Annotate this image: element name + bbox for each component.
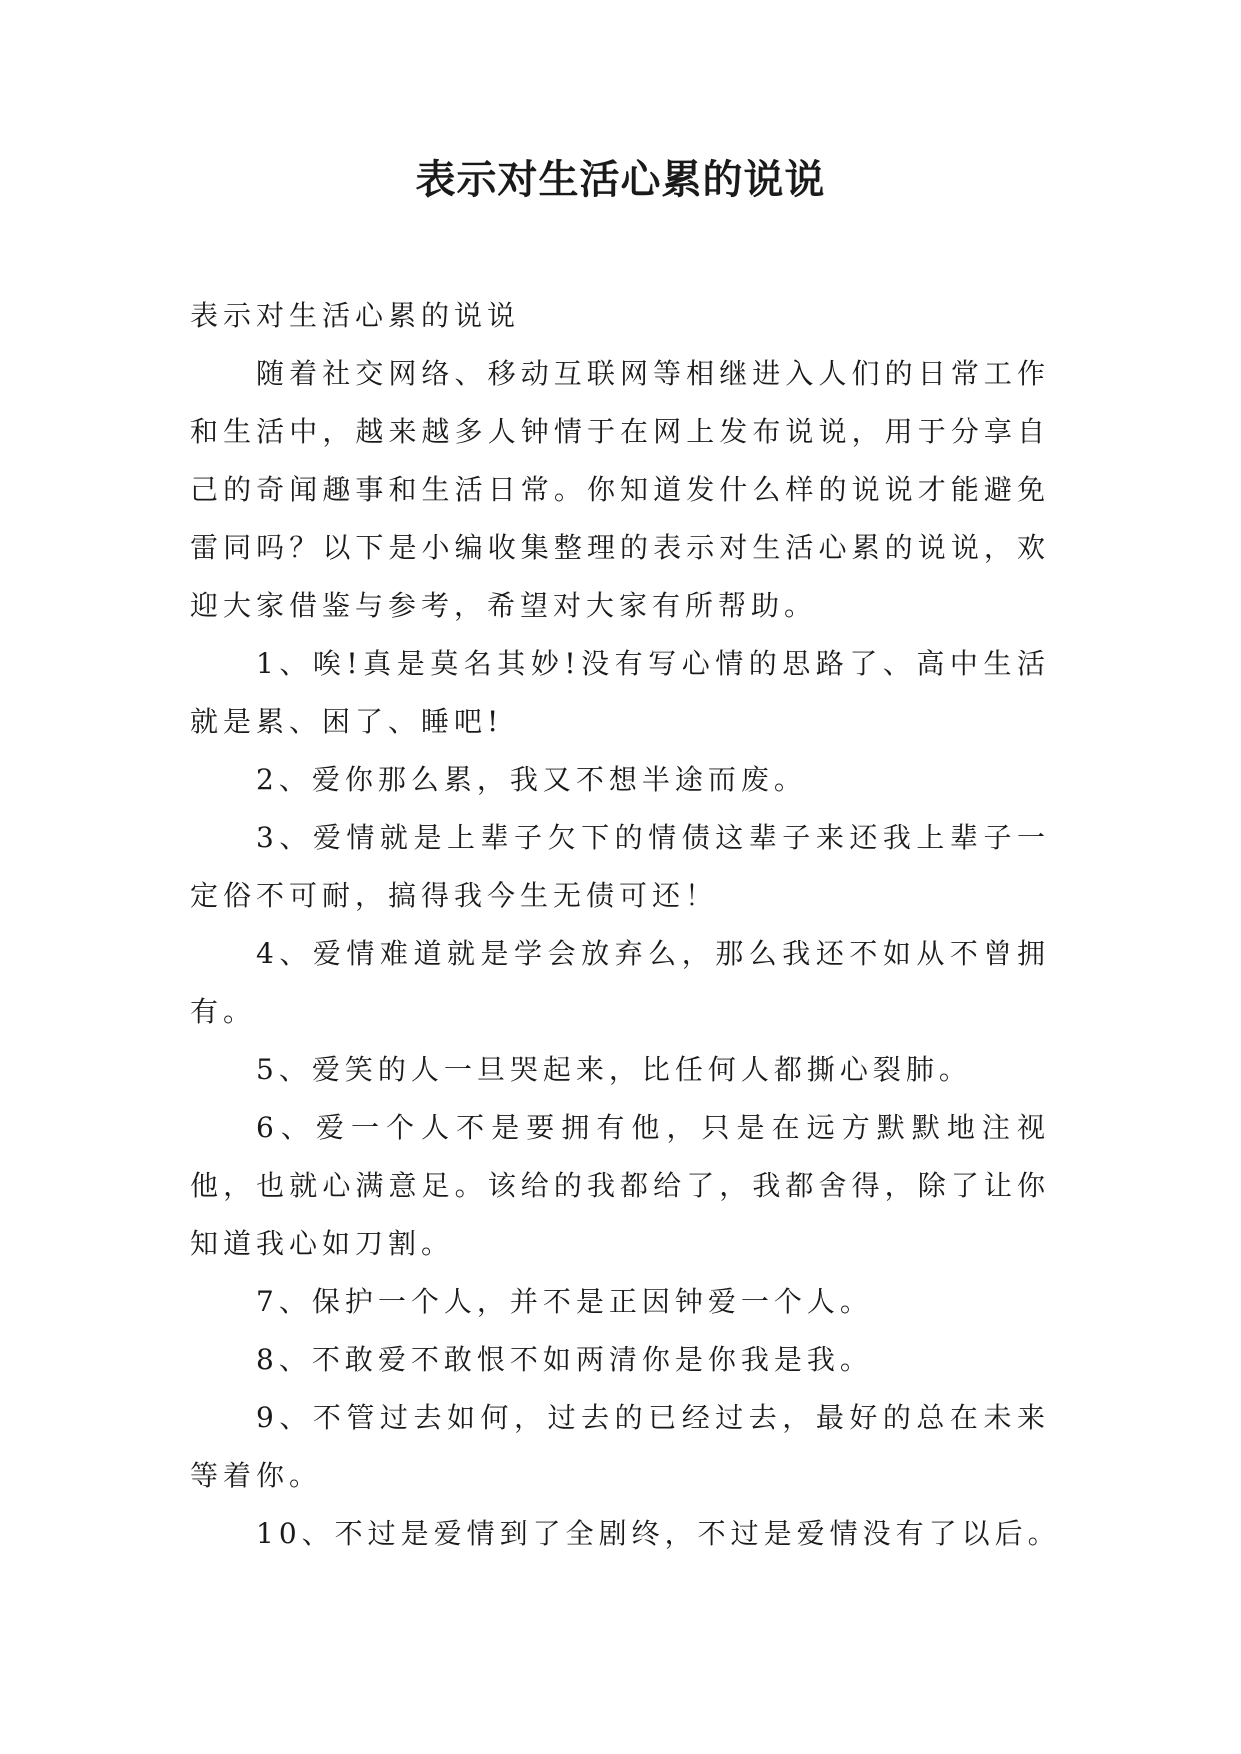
list-item: 2、爱你那么累，我又不想半途而废。 xyxy=(256,763,807,796)
list-item: 7、保护一个人，并不是正因钟爱一个人。 xyxy=(256,1285,873,1318)
list-item: 6、爱一个人不是要拥有他，只是在远方默默地注视他，也就心满意足。该给的我都给了，我都舍得，除了让你知道我心如刀割。 xyxy=(190,1111,1050,1260)
document-subtitle: 表示对生活心累的说说 xyxy=(190,299,521,332)
list-item: 10、不过是爱情到了全剧终，不过是爱情没有了以后。 xyxy=(256,1517,1061,1550)
document-title: 表示对生活心累的说说 xyxy=(415,157,826,203)
intro-paragraph: 随着社交网络、移动互联网等相继进入人们的日常工作和生活中，越来越多人钟情于在网上发布说说，用于分享自己的奇闻趣事和生活日常。你知道发什么样的说说才能避免雷同吗？以下是小编收集整理的表示对生活心累的说说，欢迎大家借鉴与参考，希望对大家有所帮助。 xyxy=(190,357,1050,622)
document-body xyxy=(190,287,1061,1563)
list-item: 3、爱情就是上辈子欠下的情债这辈子来还我上辈子一定俗不可耐，搞得我今生无债可还！ xyxy=(190,821,1050,912)
list-item: 4、爱情难道就是学会放弃么，那么我还不如从不曾拥有。 xyxy=(190,937,1050,1028)
list-item: 5、爱笑的人一旦哭起来，比任何人都撕心裂肺。 xyxy=(256,1053,972,1086)
list-item: 9、不管过去如何，过去的已经过去，最好的总在未来等着你。 xyxy=(190,1401,1050,1492)
list-item: 1、唉!真是莫名其妙!没有写心情的思路了、高中生活就是累、困了、睡吧! xyxy=(190,647,1050,738)
list-item: 8、不敢爱不敢恨不如两清你是你我是我。 xyxy=(256,1343,873,1376)
